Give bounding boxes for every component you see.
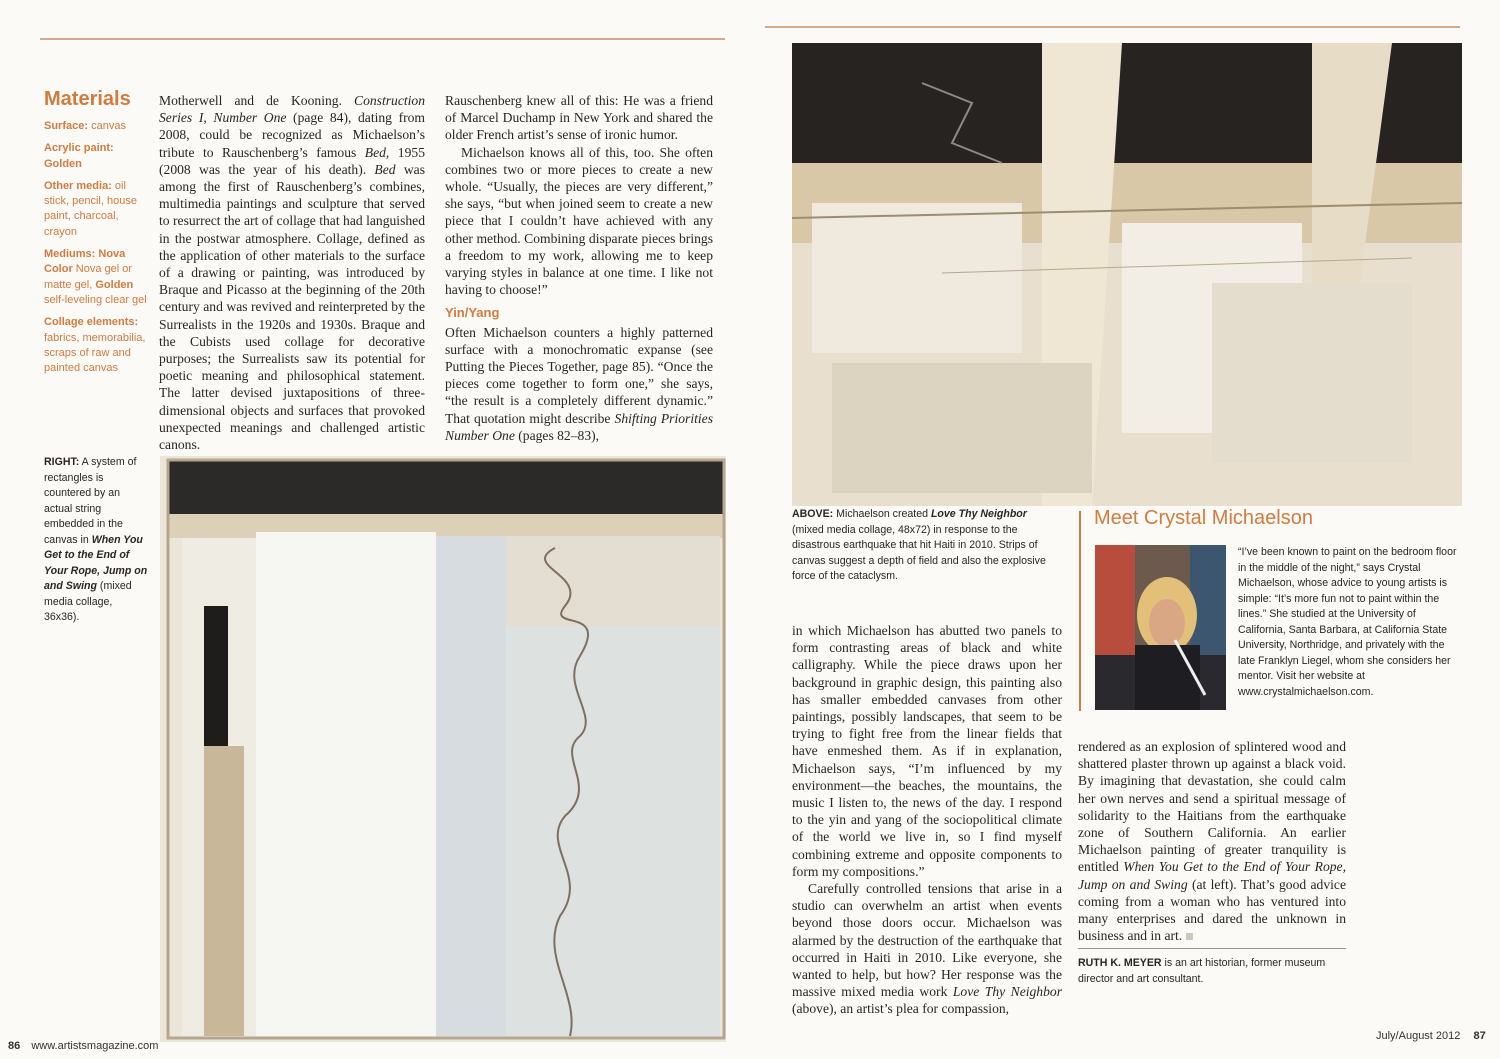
left-col1-paragraph: Motherwell and de Kooning. Construction Series I, Number One (page 84), dating from 2008, could be recognized as Michaelson’s tribute to Rauschenberg’s famous Bed, 1955 (2008 was the year of his death). Bed was among the first of Rauschenberg’s combines, multimedia paintings and sculpture that served to resurrect the art of collage that had languished in the postwar atmosphere. Collage, defined as the application of other materials to the surface of a drawing or painting, was introduced by Braque and Picasso at the beginning of the 20th century and was revived and reinterpreted by the Surrealists in the 1920s and 1930s. Braque and the Cubists used collage for decorative purposes; the Surrealists saw its potential for poetic meaning and philosophical statement. The latter devised juxtapositions of three-dimensional objects and surfaces that provoked unexpected meanings and challenged artistic canons.: [159, 93, 425, 453]
folio-right: [1376, 1030, 1486, 1042]
folio-left: [8, 1040, 158, 1052]
left-column-2: [445, 92, 713, 444]
materials-mediums: Mediums: Nova Color Nova gel or matte gel, Golden self-leveling clear gel: [44, 248, 147, 306]
right-col1-p1: in which Michaelson has abutted two panels to form contrasting areas of black and white calligraphy. While the piece draws upon her background in graphic design, this painting also has smaller embedded canvases from other paintings, possibly landscapes, that seem to be trying to fight free from the linear fields that have enmeshed them. As if in explanation, Michaelson says, “I’m influenced by my environment—the beaches, the mountains, the music I listen to, the news of the day. I respond to the yin and yang of the sociopolitical climate of the world we live in, so I find myself combining extreme and opposite components to form my compositions.”: [792, 623, 1062, 879]
materials-other-media: Other media: oil stick, pencil, house paint, charcoal, crayon: [44, 179, 137, 238]
artist-portrait-svg: [1095, 545, 1226, 710]
issue-date: July/August 2012: [1376, 1030, 1461, 1042]
left-col2-p3: Often Michaelson counters a highly patterned surface with a monochromatic expanse (see Putting the Pieces Together, page 85). “Once the pieces come together to form one,” she says, “the result is a completely different dynamic.” That quotation might describe Shifting Priorities Number One (pages 82–83),: [445, 324, 713, 443]
page-number-86: 86: [8, 1040, 21, 1052]
meet-bio: “I’ve been known to paint on the bedroom floor in the middle of the night,” says Crystal Michaelson, whose advice to young artists is simple: “It’s more fun not to paint within the lines.” She studied at the University of California, Santa Barbara, at California State University, Northridge, and privately with the late Franklyn Liegel, whom she considers her mentor. Visit her website at www.crystalmichaelson.com.: [1238, 546, 1457, 698]
author-bio: RUTH K. MEYER is an art historian, former museum director and art consultant.: [1078, 957, 1326, 985]
site-url: www.artistsmagazine.com: [31, 1040, 159, 1052]
artwork-end-of-rope: [160, 456, 726, 1042]
top-rule-left: [40, 38, 725, 40]
artwork-end-of-rope-svg: [160, 456, 726, 1042]
right-column-1: [792, 622, 1062, 1018]
materials-surface: Surface: canvas: [44, 120, 126, 132]
left-column-1: [159, 92, 425, 453]
left-caption: RIGHT: A system of rectangles is countered by an actual string embedded in the canvas in When You Get to the End of Your Rope, Jump on and Swing (mixed media collage, 36x36).: [44, 456, 148, 623]
yin-yang-subhead: Yin/Yang: [445, 305, 500, 321]
materials-acrylic: Acrylic paint: Golden: [44, 142, 114, 170]
materials-heading: Materials: [44, 88, 131, 110]
artist-portrait: [1095, 545, 1226, 710]
right-col2-p1: rendered as an explosion of splintered wood and shattered plaster thrown up against a black void. By imagining that devastation, she could calm her own nerves and send a spiritual message of solidarity to the Haitians from the earthquake zone of Southern California. An earlier Michaelson painting of greater tranquility is entitled When You Get to the End of Your Rope, Jump on and Swing (at left). That’s good advice coming from a woman who has ventured into many enterprises and dared the unknown in business and in art.: [1078, 739, 1346, 944]
meet-divider: [1079, 511, 1081, 711]
author-rule: [1078, 948, 1346, 949]
right-caption: ABOVE: Michaelson created Love Thy Neighbor (mixed media collage, 48x72) in response to the disastrous earthquake that hit Haiti in 2010. Strips of canvas suggest a depth of field and also the explosive force of the cataclysm.: [792, 508, 1046, 582]
artwork-love-thy-neighbor: [792, 43, 1462, 506]
artwork-love-thy-neighbor-svg: [792, 43, 1462, 506]
end-mark: [1186, 933, 1193, 940]
left-col2-p1: Rauschenberg knew all of this: He was a friend of Marcel Duchamp in New York and shared the older French artist’s sense of ironic humor.: [445, 93, 713, 143]
meet-heading: Meet Crystal Michaelson: [1094, 507, 1313, 529]
right-column-2: [1078, 738, 1346, 944]
right-col1-p2: Carefully controlled tensions that arise in a studio can overwhelm an artist when events beyond those doors occur. Michaelson was alarmed by the destruction of the earthquake that occurred in Haiti in 2010. Like everyone, she wanted to help, but how? Her response was the massive mixed media work Love Thy Neighbor (above), an artist’s plea for compassion,: [792, 881, 1062, 1017]
materials-sidebar: [44, 88, 148, 383]
left-col2-p2: Michaelson knows all of this, too. She often combines two or more pieces to create a new whole. “Usually, the pieces are very different,” she says, “but when joined seem to create a new piece that I couldn’t have achieved with any other method. Combining disparate pieces brings a freedom to my work, allowing me to keep varying styles in balance at one time. I like not having to choose!”: [445, 144, 713, 298]
materials-collage: Collage elements: fabrics, memorabilia, scraps of raw and painted canvas: [44, 316, 146, 375]
top-rule-right: [765, 26, 1460, 28]
page-number-87: 87: [1473, 1030, 1486, 1042]
